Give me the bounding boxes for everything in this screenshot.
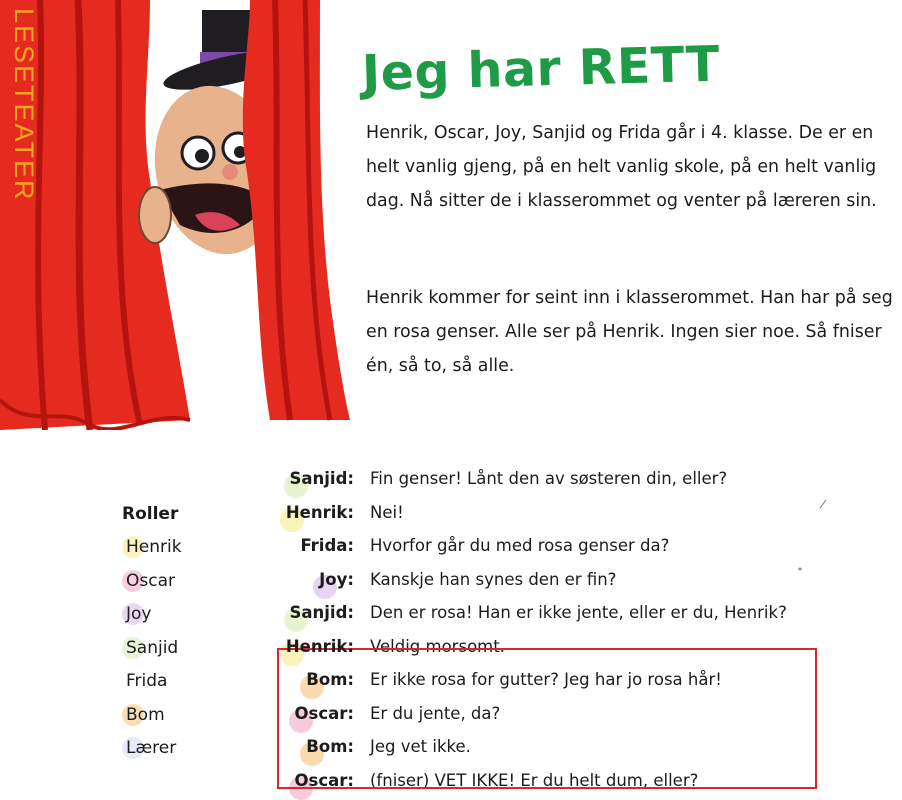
speaker-name: Henrik: (280, 503, 370, 522)
dialog-line (280, 730, 880, 764)
role-item (122, 732, 252, 766)
role-name: Bom (126, 704, 165, 725)
speaker-name: Bom: (280, 737, 370, 756)
roles-heading: Roller (122, 504, 179, 524)
speech-text: Veldig morsomt. (370, 636, 505, 656)
speech-text: (fniser) VET IKKE! Er du helt dum, eller? (370, 770, 699, 790)
role-name: Oscar (126, 570, 175, 591)
role-name: Joy (126, 604, 152, 624)
intro-paragraph-1: Henrik, Oscar, Joy, Sanjid og Frida går i 4. klasse. De er en helt vanlig gjeng, på en helt vanlig skole, på en helt vanlig dag. Nå sitter de i klasserommet og venter på læreren sin. (366, 123, 877, 211)
role-name: Sanjid (126, 637, 179, 658)
dialog (280, 462, 880, 797)
speech-text: Hvorfor går du med rosa genser da? (370, 536, 670, 556)
speech-text: Jeg vet ikke. (370, 737, 471, 757)
role-item (122, 699, 252, 733)
role-item (122, 665, 252, 699)
speaker-name: Sanjid: (280, 603, 370, 622)
roles-list (122, 497, 252, 766)
speaker-name: Joy: (280, 570, 370, 589)
scan-dot (797, 566, 803, 572)
dialog-line (280, 663, 880, 697)
speech-text: Fin genser! Lånt den av søsteren din, eller? (370, 469, 728, 489)
role-item (122, 598, 252, 632)
role-item (122, 632, 252, 666)
scan-mark (818, 498, 828, 510)
right-curtain (243, 0, 350, 420)
dialog-line (280, 462, 880, 496)
dialog-line (280, 630, 880, 664)
dialog-line (280, 697, 880, 731)
dialog-line (280, 563, 880, 597)
speaker-name: Oscar: (280, 704, 370, 723)
curtain-puppet-illustration (0, 0, 360, 430)
speaker-name: Oscar: (280, 771, 370, 790)
role-name: Lærer (126, 738, 177, 758)
role-item (122, 531, 252, 565)
speech-text: Er ikke rosa for gutter? Jeg har jo rosa hår! (370, 670, 722, 690)
speaker-name: Sanjid: (280, 469, 370, 488)
speech-text: Den er rosa! Han er ikke jente, eller er du, Henrik? (370, 603, 787, 623)
dialog-line (280, 764, 880, 798)
role-name: Henrik (126, 537, 182, 557)
intro-paragraph-2: Henrik kommer for seint inn i klasserommet. Han har på seg en rosa genser. Alle ser på Henrik. Ingen sier noe. Så fniser én, så to, så alle. (366, 288, 893, 376)
speaker-name: Henrik: (280, 637, 370, 656)
speaker-name: Bom: (280, 670, 370, 689)
speech-text: Kanskje han synes den er fin? (370, 569, 617, 589)
puppet-hand (139, 187, 171, 243)
speaker-name: Frida: (280, 536, 370, 555)
dialog-line (280, 596, 880, 630)
dialog-line (280, 529, 880, 563)
page-title: Jeg har RETT (361, 35, 721, 102)
dialog-line (280, 496, 880, 530)
speech-text: Er du jente, da? (370, 703, 501, 723)
puppet-nose (222, 164, 238, 180)
role-item (122, 565, 252, 599)
speech-text: Nei! (370, 502, 404, 522)
side-label-leseteater: LESETEATER (9, 8, 39, 202)
role-name: Frida (126, 671, 168, 691)
